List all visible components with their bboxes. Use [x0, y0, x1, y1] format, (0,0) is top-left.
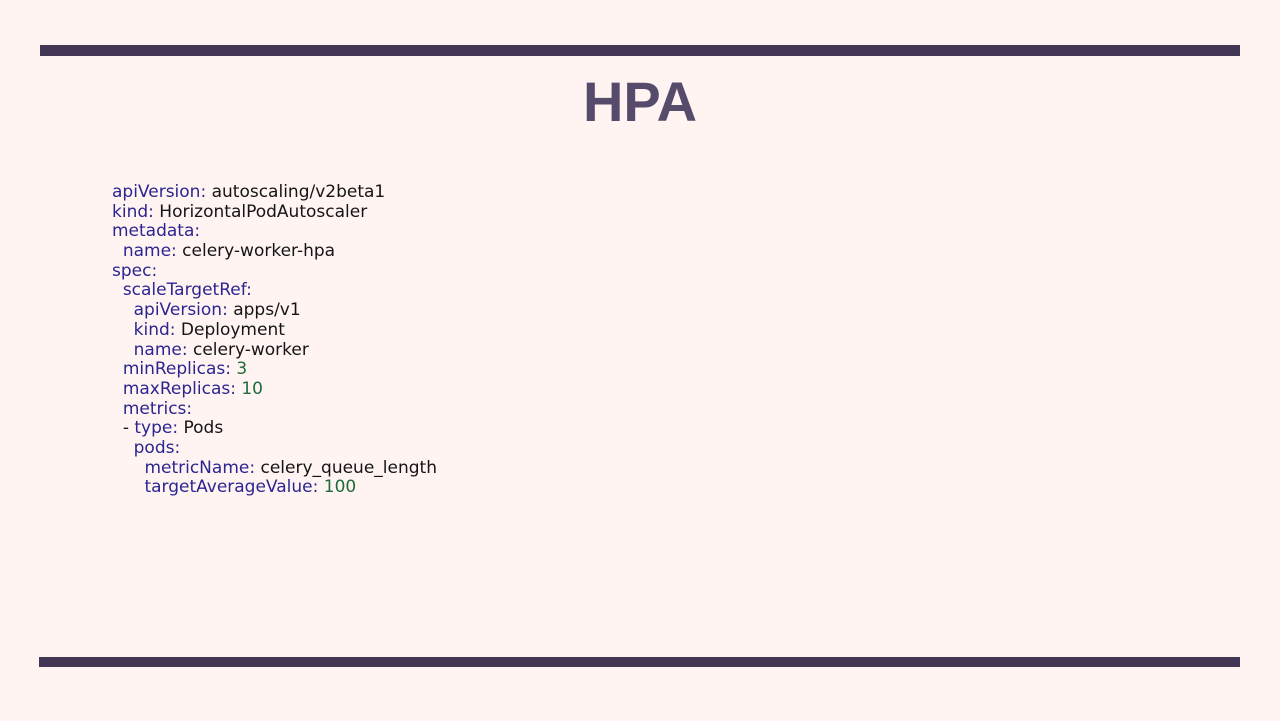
- yaml-value: 3: [236, 359, 248, 380]
- yaml-indent: [112, 477, 144, 497]
- yaml-key: kind: [112, 201, 149, 222]
- yaml-separator: :: [172, 418, 184, 439]
- yaml-line: [112, 183, 437, 203]
- yaml-separator: :: [312, 477, 324, 498]
- yaml-separator: :: [169, 319, 181, 340]
- yaml-value: autoscaling/v2beta1: [211, 182, 386, 202]
- yaml-indent: [112, 458, 144, 478]
- yaml-key: apiVersion: [112, 182, 201, 202]
- yaml-separator: :: [200, 182, 212, 202]
- yaml-line: [112, 301, 437, 321]
- yaml-separator: :: [171, 241, 183, 262]
- yaml-separator: :: [174, 437, 181, 458]
- yaml-indent: [112, 241, 123, 261]
- yaml-line: [112, 262, 437, 282]
- yaml-indent: [112, 379, 123, 399]
- yaml-line: [112, 400, 437, 420]
- yaml-key: metrics: [122, 398, 187, 419]
- yaml-value: 100: [323, 477, 357, 498]
- yaml-key: metricName: [144, 457, 250, 478]
- yaml-value: HorizontalPodAutoscaler: [159, 201, 368, 222]
- yaml-separator: :: [225, 359, 237, 380]
- yaml-line: [112, 242, 437, 262]
- yaml-key: type: [134, 418, 173, 439]
- yaml-value: apps/v1: [233, 300, 301, 321]
- yaml-key: apiVersion: [133, 300, 223, 321]
- yaml-key: metadata: [112, 221, 195, 242]
- yaml-key: maxReplicas: [122, 378, 231, 399]
- yaml-line: [112, 439, 437, 459]
- yaml-line: [112, 380, 437, 400]
- yaml-line: [112, 341, 437, 361]
- bottom-divider: [39, 657, 1240, 667]
- yaml-value: celery_queue_length: [260, 457, 437, 478]
- yaml-key: pods: [133, 437, 175, 458]
- yaml-line: [112, 360, 437, 380]
- yaml-line: [112, 281, 437, 301]
- yaml-separator: :: [151, 260, 158, 281]
- yaml-value: celery-worker: [192, 339, 309, 360]
- yaml-key: targetAverageValue: [144, 477, 313, 498]
- yaml-line: [112, 222, 437, 242]
- yaml-key: minReplicas: [122, 359, 226, 380]
- yaml-indent: [112, 359, 123, 379]
- yaml-key: name: [122, 241, 172, 262]
- yaml-value: Pods: [183, 418, 224, 439]
- slide-title: HPA: [582, 70, 698, 133]
- yaml-indent: [112, 280, 123, 300]
- yaml-indent: [112, 399, 123, 419]
- yaml-value: celery-worker-hpa: [182, 241, 336, 262]
- yaml-separator: :: [222, 300, 234, 321]
- yaml-indent: [112, 340, 134, 360]
- yaml-line: [112, 203, 437, 223]
- yaml-separator: :: [194, 221, 201, 242]
- yaml-line: [112, 321, 437, 341]
- yaml-value: 10: [241, 378, 263, 399]
- yaml-separator: :: [181, 339, 193, 360]
- yaml-separator: :: [186, 398, 193, 419]
- yaml-separator: :: [148, 201, 160, 222]
- yaml-separator: :: [230, 378, 242, 399]
- top-divider: [40, 45, 1240, 56]
- yaml-line: [112, 419, 437, 439]
- yaml-indent: [112, 418, 123, 438]
- yaml-key: name: [133, 339, 182, 360]
- yaml-line: [112, 478, 437, 498]
- yaml-separator: :: [246, 280, 252, 301]
- yaml-separator: :: [249, 457, 261, 478]
- yaml-key: scaleTargetRef: [122, 280, 247, 301]
- yaml-key: kind: [133, 319, 170, 340]
- yaml-indent: [112, 438, 134, 458]
- yaml-value: Deployment: [180, 319, 285, 340]
- yaml-code-block: [112, 183, 437, 498]
- yaml-indent: [112, 320, 134, 340]
- yaml-indent: [112, 300, 134, 320]
- yaml-line: [112, 459, 437, 479]
- yaml-key: spec: [112, 260, 152, 281]
- yaml-list-dash: -: [122, 418, 135, 439]
